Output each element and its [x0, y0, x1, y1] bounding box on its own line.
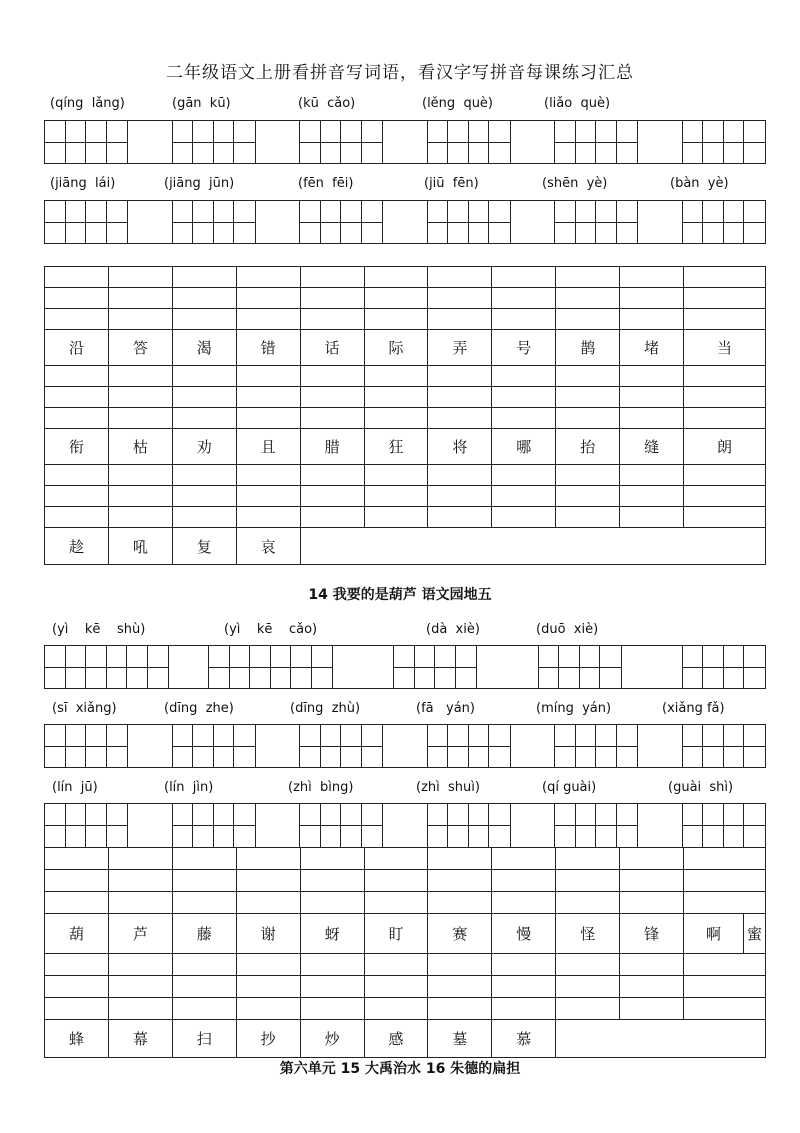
- hanzi-cell: 赛: [428, 914, 492, 954]
- word-box[interactable]: [45, 646, 169, 688]
- hanzi-cell: 葫: [45, 914, 109, 954]
- pinyin-label: (sī xiǎng): [52, 701, 117, 716]
- page-title: 二年级语文上册看拼音写词语，看汉字写拼音每课练习汇总: [166, 63, 634, 83]
- writing-grid: [44, 724, 766, 768]
- pinyin-label: (lěng què): [422, 96, 493, 111]
- pinyin-label: (guài shì): [668, 780, 734, 795]
- hanzi-cell: 趁: [45, 528, 109, 565]
- hanzi-cell: 炒: [300, 1020, 364, 1058]
- hanzi-cell: 抄: [236, 1020, 300, 1058]
- hanzi-cell: 腊: [300, 429, 364, 465]
- hanzi-cell: 蚜: [300, 914, 364, 954]
- word-box[interactable]: [555, 121, 638, 163]
- word-box[interactable]: [428, 725, 511, 767]
- hanzi-cell: 抬: [556, 429, 620, 465]
- word-box[interactable]: [555, 804, 638, 847]
- hanzi-cell: 感: [364, 1020, 428, 1058]
- word-box[interactable]: [300, 121, 383, 163]
- hanzi-table: [44, 847, 766, 1058]
- hanzi-cell: 谢: [236, 914, 300, 954]
- pinyin-label: (kū cǎo): [298, 96, 356, 111]
- hanzi-cell: 怪: [556, 914, 620, 954]
- hanzi-cell: 当: [684, 330, 766, 366]
- hanzi-cell: 哀: [236, 528, 300, 565]
- hanzi-cell: 朗: [684, 429, 766, 465]
- word-box[interactable]: [555, 725, 638, 767]
- hanzi-cell: 衔: [45, 429, 109, 465]
- pinyin-label: (yì kē cǎo): [224, 622, 318, 637]
- word-box[interactable]: [683, 201, 765, 243]
- pinyin-row: [44, 701, 766, 723]
- pinyin-label: (liǎo què): [544, 96, 611, 111]
- writing-grid: [44, 200, 766, 244]
- hanzi-cell: 堵: [620, 330, 684, 366]
- hanzi-cell: 弄: [428, 330, 492, 366]
- word-box[interactable]: [683, 121, 765, 163]
- hanzi-cell: 慕: [492, 1020, 556, 1058]
- hanzi-cell: 哪: [492, 429, 556, 465]
- hanzi-cell: 际: [364, 330, 428, 366]
- word-box[interactable]: [173, 804, 256, 847]
- pinyin-label: (jiāng lái): [50, 176, 116, 191]
- pinyin-label: (jiāng jūn): [164, 176, 235, 191]
- hanzi-cell: 劝: [172, 429, 236, 465]
- word-box[interactable]: [683, 804, 765, 847]
- pinyin-label: (qí guài): [542, 780, 597, 795]
- hanzi-cell: 扫: [172, 1020, 236, 1058]
- writing-grid: [44, 645, 766, 689]
- hanzi-cell: 将: [428, 429, 492, 465]
- pinyin-label: (lín jìn): [164, 780, 214, 795]
- pinyin-label: (qíng lǎng): [50, 96, 125, 111]
- hanzi-table: [44, 266, 766, 565]
- pinyin-label: (míng yán): [536, 701, 612, 716]
- section-title: 第六单元 15 大禹治水 16 朱德的扁担: [279, 1061, 521, 1077]
- word-box[interactable]: [173, 201, 256, 243]
- word-box[interactable]: [428, 804, 511, 847]
- hanzi-cell: 话: [300, 330, 364, 366]
- pinyin-label: (fā yán): [416, 701, 475, 716]
- hanzi-cell: 盯: [364, 914, 428, 954]
- pinyin-label: (dīng zhe): [164, 701, 234, 716]
- word-box[interactable]: [300, 804, 383, 847]
- hanzi-cell: 鹊: [556, 330, 620, 366]
- hanzi-cell: 狂: [364, 429, 428, 465]
- word-box[interactable]: [173, 725, 256, 767]
- word-box[interactable]: [428, 121, 511, 163]
- hanzi-cell: 墓: [428, 1020, 492, 1058]
- hanzi-cell: 蜜: [743, 914, 765, 954]
- section-title: 14 我要的是葫芦 语文园地五: [308, 587, 492, 603]
- hanzi-cell: 号: [492, 330, 556, 366]
- word-box[interactable]: [428, 201, 511, 243]
- word-box[interactable]: [45, 121, 128, 163]
- hanzi-cell: 幕: [108, 1020, 172, 1058]
- writing-grid: [44, 120, 766, 164]
- word-box[interactable]: [45, 201, 128, 243]
- pinyin-label: (gān kū): [172, 96, 231, 111]
- hanzi-cell: 枯: [108, 429, 172, 465]
- word-box[interactable]: [300, 725, 383, 767]
- word-box[interactable]: [300, 201, 383, 243]
- hanzi-cell: 复: [172, 528, 236, 565]
- word-box[interactable]: [683, 725, 765, 767]
- hanzi-cell: 慢: [492, 914, 556, 954]
- pinyin-row: [44, 780, 766, 802]
- pinyin-label: (zhì bìng): [288, 780, 354, 795]
- pinyin-label: (duō xiè): [536, 622, 599, 637]
- pinyin-label: (fēn fēi): [298, 176, 354, 191]
- pinyin-row: [44, 622, 766, 644]
- hanzi-cell: 缝: [620, 429, 684, 465]
- hanzi-cell: 且: [236, 429, 300, 465]
- word-box[interactable]: [173, 121, 256, 163]
- word-box[interactable]: [539, 646, 622, 688]
- hanzi-cell: 沿: [45, 330, 109, 366]
- hanzi-cell: 蜂: [45, 1020, 109, 1058]
- hanzi-cell: 藤: [172, 914, 236, 954]
- pinyin-label: (zhì shuì): [416, 780, 480, 795]
- word-box[interactable]: [45, 804, 128, 847]
- pinyin-label: (shēn yè): [542, 176, 608, 191]
- hanzi-cell: 吼: [108, 528, 172, 565]
- word-box[interactable]: [209, 646, 333, 688]
- pinyin-label: (dīng zhù): [290, 701, 361, 716]
- hanzi-cell: 答: [108, 330, 172, 366]
- pinyin-label: (lín jū): [52, 780, 98, 795]
- pinyin-row: [44, 176, 766, 198]
- writing-grid: [44, 803, 766, 847]
- pinyin-label: (bàn yè): [670, 176, 729, 191]
- hanzi-cell: 啊: [684, 914, 744, 954]
- word-box[interactable]: [683, 646, 765, 688]
- word-box[interactable]: [45, 725, 128, 767]
- hanzi-cell: 锋: [620, 914, 684, 954]
- pinyin-label: (jiū fēn): [424, 176, 479, 191]
- word-box[interactable]: [555, 201, 638, 243]
- hanzi-cell: 芦: [108, 914, 172, 954]
- word-box[interactable]: [394, 646, 477, 688]
- pinyin-label: (xiǎng fǎ): [662, 701, 725, 716]
- hanzi-cell: 渴: [172, 330, 236, 366]
- pinyin-row: [44, 96, 766, 118]
- hanzi-cell: 错: [236, 330, 300, 366]
- pinyin-label: (yì kē shù): [52, 622, 146, 637]
- pinyin-label: (dà xiè): [426, 622, 480, 637]
